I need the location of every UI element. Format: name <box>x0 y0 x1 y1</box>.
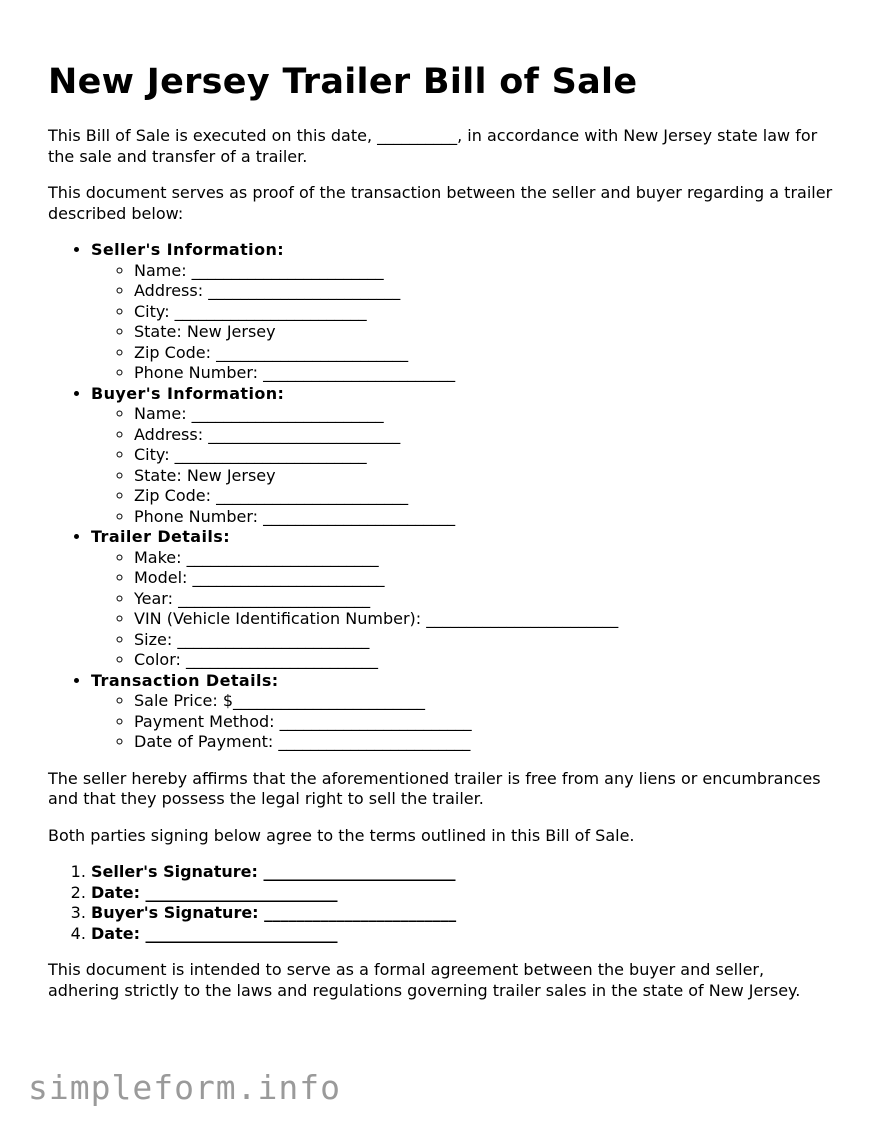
field-payment-method[interactable]: ◦ Payment Method: ________________________ <box>134 712 838 733</box>
field-make[interactable]: ◦ Make: ________________________ <box>134 548 838 569</box>
signature-list <box>48 862 838 944</box>
field-zip[interactable]: ◦ Zip Code: ________________________ <box>134 486 838 507</box>
agreement-paragraph: Both parties signing below agree to the terms outlined in this Bill of Sale. <box>48 825 635 845</box>
document-page <box>48 58 838 1017</box>
closing-paragraph: This document is intended to serve as a formal agreement between the buyer and seller, adhering strictly to the laws and regulations governing trailer sales in the state of New Jersey. <box>48 960 801 1000</box>
affirmation-paragraph: The seller hereby affirms that the aforementioned trailer is free from any liens or encumbrances and that they possess the legal right to sell the trailer. <box>48 768 821 808</box>
field-size[interactable]: ◦ Size: ________________________ <box>134 630 838 651</box>
field-model[interactable]: ◦ Model: ________________________ <box>134 568 838 589</box>
section-title: Trailer Details: <box>91 527 230 546</box>
field-color[interactable]: ◦ Color: ________________________ <box>134 650 838 671</box>
field-name[interactable]: ◦ Name: ________________________ <box>134 404 838 425</box>
section-seller <box>91 240 838 384</box>
field-year[interactable]: ◦ Year: ________________________ <box>134 589 838 610</box>
document-title: New Jersey Trailer Bill of Sale <box>48 62 638 102</box>
field-date-of-payment[interactable]: ◦ Date of Payment: ________________________ <box>134 732 838 753</box>
field-vin[interactable]: ◦ VIN (Vehicle Identification Number): ________________________ <box>134 609 838 630</box>
buyer-date-field[interactable]: 4. Date: ________________________ <box>91 924 838 945</box>
field-list <box>91 691 838 753</box>
buyer-signature-field[interactable]: 3. Buyer's Signature: ________________________ <box>91 903 838 924</box>
field-zip[interactable]: ◦ Zip Code: ________________________ <box>134 343 838 364</box>
field-list <box>91 548 838 671</box>
field-city[interactable]: ◦ City: ________________________ <box>134 302 838 323</box>
seller-date-field[interactable]: 2. Date: ________________________ <box>91 883 838 904</box>
field-phone[interactable]: ◦ Phone Number: ________________________ <box>134 363 838 384</box>
section-transaction <box>91 671 838 753</box>
seller-signature-field[interactable]: 1. Seller's Signature: ________________________ <box>91 862 838 883</box>
field-state: ◦ State: New Jersey <box>134 466 838 487</box>
sections-list <box>48 240 838 753</box>
field-state: ◦ State: New Jersey <box>134 322 838 343</box>
purpose-paragraph: This document serves as proof of the transaction between the seller and buyer regarding a trailer described below: <box>48 183 833 223</box>
section-buyer <box>91 384 838 528</box>
section-title: Transaction Details: <box>91 670 279 690</box>
field-list <box>91 404 838 527</box>
field-phone[interactable]: ◦ Phone Number: ________________________ <box>134 507 838 528</box>
field-address[interactable]: ◦ Address: ________________________ <box>134 281 838 302</box>
field-sale-price[interactable]: ◦ Sale Price: $________________________ <box>134 691 838 712</box>
field-city[interactable]: ◦ City: ________________________ <box>134 445 838 466</box>
section-title: Seller's Information: <box>91 240 285 259</box>
section-title: Buyer's Information: <box>91 383 285 403</box>
watermark: simpleform.info <box>28 1068 342 1107</box>
field-name[interactable]: ◦ Name: ________________________ <box>134 261 838 282</box>
field-address[interactable]: ◦ Address: ________________________ <box>134 425 838 446</box>
field-list <box>91 261 838 384</box>
section-trailer <box>91 527 838 671</box>
intro-paragraph: This Bill of Sale is executed on this date, __________, in accordance with New Jersey state law for the sale and transfer of a trailer. <box>48 126 818 166</box>
